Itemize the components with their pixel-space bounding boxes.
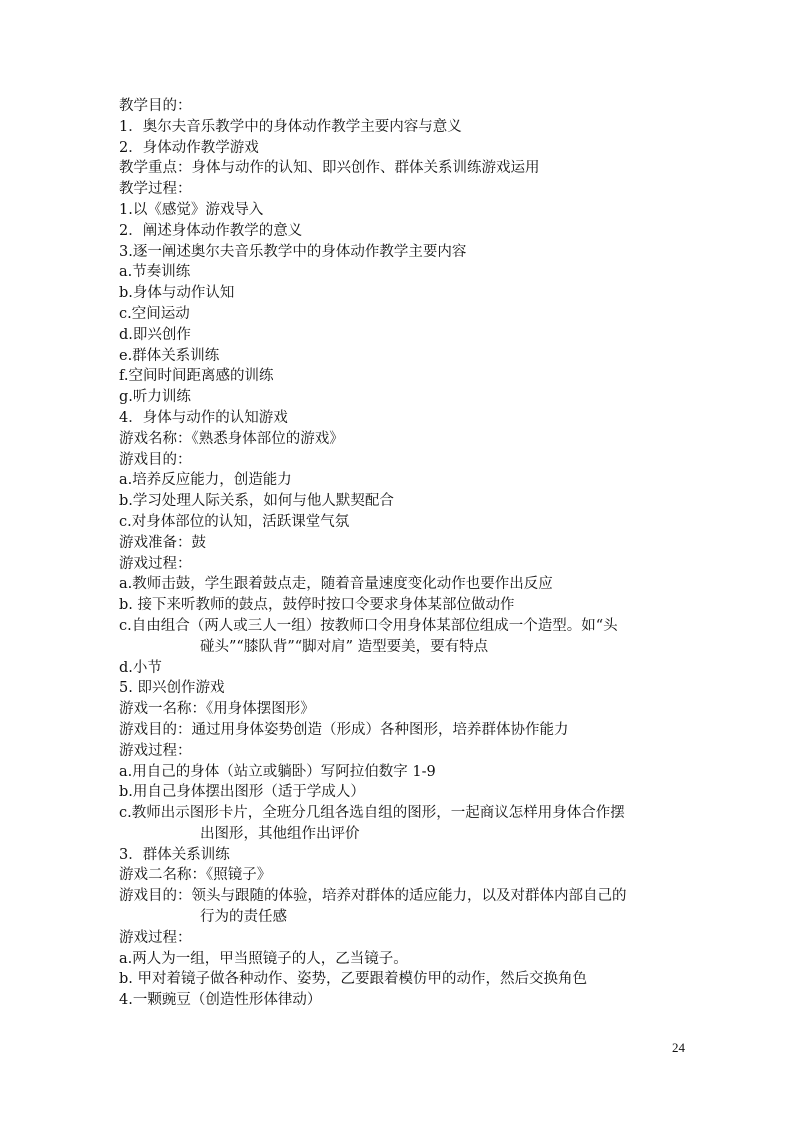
text-line: d.即兴创作: [119, 326, 191, 343]
text-line-continuation: 碰头”“膝队背”“脚对肩” 造型要美，要有特点: [200, 638, 489, 655]
text-line-continuation: 出图形，其他组作出评价: [200, 825, 360, 842]
text-line: b. 接下来听教师的鼓点，鼓停时按口令要求身体某部位做动作: [119, 597, 515, 614]
text-line: b.用自己身体摆出图形（适于学成人）: [119, 784, 365, 801]
text-line: 游戏过程：: [119, 555, 192, 572]
text-line: 教学过程：: [119, 181, 192, 198]
text-line: 游戏目的：领头与跟随的体验，培养对群体的适应能力，以及对群体内部自己的: [119, 888, 627, 905]
text-line: 2．身体动作教学游戏: [119, 139, 259, 156]
text-line: 游戏过程：: [119, 742, 192, 759]
text-line: c.教师出示图形卡片，全班分几组各选自组的图形，一起商议怎样用身体合作摆: [119, 805, 625, 822]
text-line: 教学重点：身体与动作的认知、即兴创作、群体关系训练游戏运用: [119, 160, 540, 177]
text-line-continuation: 行为的责任感: [200, 909, 287, 926]
text-line: 3.逐一阐述奥尔夫音乐教学中的身体动作教学主要内容: [119, 243, 467, 260]
text-line: g.听力训练: [119, 389, 191, 406]
text-line: a.两人为一组，甲当照镜子的人，乙当镜子。: [119, 950, 408, 967]
document-body: [119, 96, 689, 1011]
text-line: a.用自己的身体（站立或躺卧）写阿拉伯数字 1-9: [119, 763, 436, 780]
text-line: 5. 即兴创作游戏: [119, 680, 225, 697]
text-line: d.小节: [119, 659, 162, 676]
text-line: 游戏二名称：《照镜子》: [119, 867, 272, 884]
text-line: 游戏目的：: [119, 451, 192, 468]
text-line: b. 甲对着镜子做各种动作、姿势，乙要跟着模仿甲的动作，然后交换角色: [119, 971, 587, 988]
text-line: 1.以《感觉》游戏导入: [119, 201, 264, 218]
text-line: e.群体关系训练: [119, 347, 220, 364]
text-line: 游戏准备：鼓: [119, 534, 206, 551]
text-line: c.空间运动: [119, 305, 190, 322]
text-line: 游戏名称：《熟悉身体部位的游戏》: [119, 430, 344, 447]
page-number: 24: [672, 1040, 685, 1055]
text-line: 教学目的：: [119, 98, 192, 114]
text-line: b.学习处理人际关系，如何与他人默契配合: [119, 493, 394, 510]
text-line: a.节奏训练: [119, 264, 191, 281]
text-line: 3．群体关系训练: [119, 846, 230, 863]
text-line: 游戏过程：: [119, 929, 192, 946]
text-line: 1．奥尔夫音乐教学中的身体动作教学主要内容与意义: [119, 118, 462, 135]
text-line: f.空间时间距离感的训练: [119, 368, 274, 385]
text-line: a.培养反应能力，创造能力: [119, 472, 292, 489]
text-line: 游戏一名称：《用身体摆图形》: [119, 701, 315, 718]
text-line: c.对身体部位的认知，活跃课堂气氛: [119, 513, 350, 530]
text-line: 4．身体与动作的认知游戏: [119, 409, 288, 426]
text-line: 2．阐述身体动作教学的意义: [119, 222, 303, 239]
text-line: c.自由组合（两人或三人一组）按教师口令用身体某部位组成一个造型。如“头: [119, 617, 618, 634]
text-line: a.教师击鼓，学生跟着鼓点走，随着音量速度变化动作也要作出反应: [119, 576, 553, 593]
text-line: b.身体与动作认知: [119, 285, 235, 302]
text-line: 游戏目的：通过用身体姿势创造（形成）各种图形，培养群体协作能力: [119, 721, 569, 738]
text-line: 4.一颗豌豆（创造性形体律动）: [119, 992, 322, 1009]
